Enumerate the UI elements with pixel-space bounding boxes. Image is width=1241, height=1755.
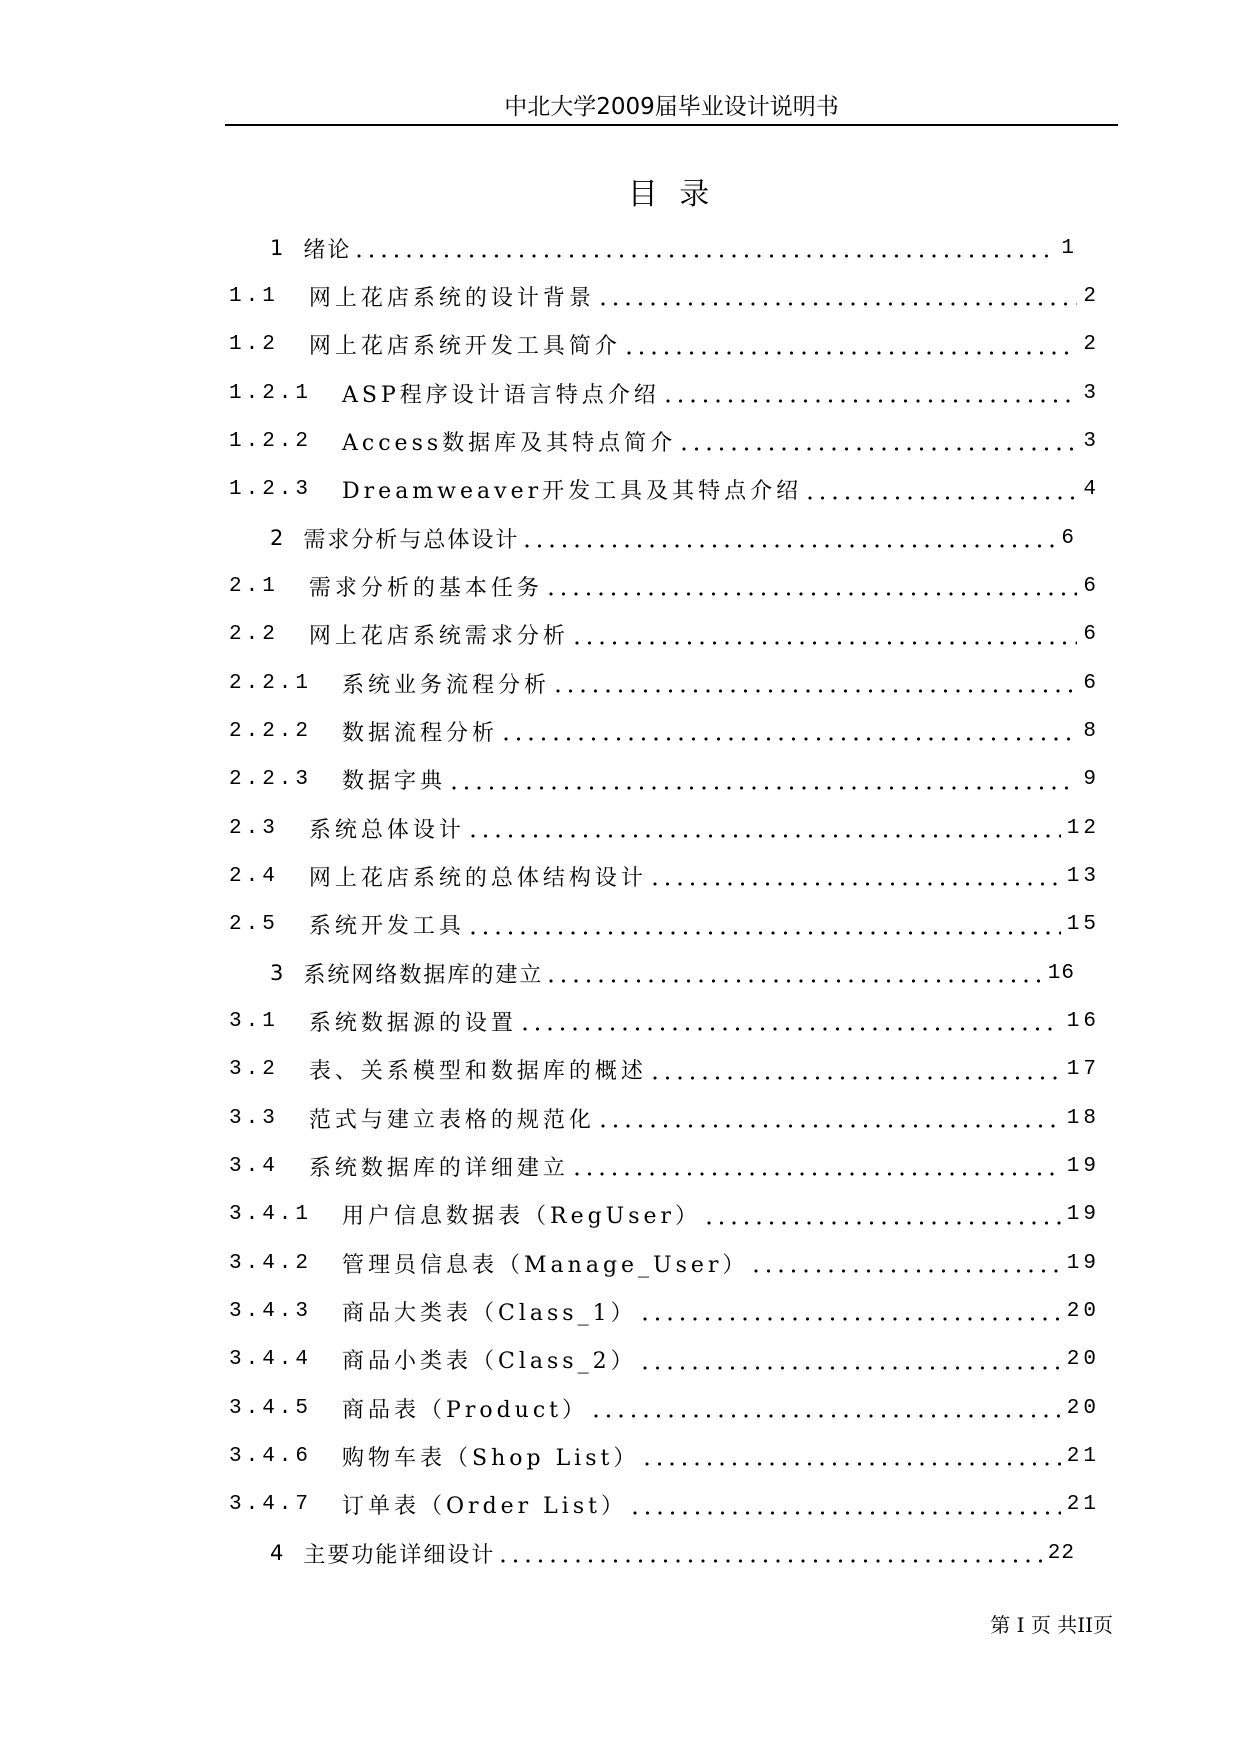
toc-leader-dots [666,399,1078,403]
toc-leader-dots [504,737,1077,741]
toc-entry-page: 22 [1047,1541,1075,1565]
toc-entry [229,756,1100,804]
toc-leader-dots [682,447,1077,451]
toc-entry-page: 16 [1047,961,1075,985]
toc-leader-dots [594,1414,1061,1418]
toc-entry-number: 2.3 [229,816,279,840]
toc-entry-number: 3.2 [229,1058,279,1082]
toc-entry [229,659,1100,707]
toc-entry-number: 2.5 [229,913,279,937]
toc-entry-page: 19 [1066,1251,1100,1275]
toc-entry-title: 系统数据库的详细建立 [308,1155,569,1181]
toc-entry [229,804,1100,852]
toc-entry-number: 1.1 [229,284,279,308]
toc-entry-title: 系统总体设计 [308,817,465,843]
toc-entry-title: Dreamweaver开发工具及其特点介绍 [342,479,803,505]
toc-entry-page: 19 [1066,1154,1100,1178]
toc-entry-number: 1 [270,236,284,261]
toc-entry-title: 表、关系模型和数据库的概述 [308,1059,647,1085]
toc-leader-dots [549,979,1041,983]
toc-leader-dots [633,1511,1061,1515]
toc-entry-page: 20 [1066,1348,1100,1372]
toc-leader-dots [653,882,1061,886]
toc-entry-number: 2.1 [229,574,279,598]
toc-entry-page: 9 [1083,768,1100,792]
toc-entry-number: 3.4.7 [229,1493,313,1517]
toc-entry [229,997,1100,1045]
toc-entry-number: 3.4.6 [229,1444,313,1468]
toc-entry-number: 3.4 [229,1154,279,1178]
toc-leader-dots [653,1076,1061,1080]
toc-entry [229,1287,1100,1335]
toc-leader-dots [808,496,1077,500]
toc-entry [229,1336,1100,1384]
toc-entry-number: 1.2.2 [229,429,313,453]
toc-entry-page: 8 [1083,719,1100,743]
toc-leader-dots [707,1221,1061,1225]
toc-leader-dots [575,641,1078,645]
toc-entry-page: 17 [1066,1058,1100,1082]
toc-entry-number: 2.2.3 [229,768,313,792]
toc-entry-title: 网上花店系统开发工具简介 [308,334,621,360]
toc-entry-title: 网上花店系统的总体结构设计 [308,865,647,891]
toc-entry-page: 3 [1083,381,1100,405]
toc-leader-dots [575,1172,1061,1176]
toc-entry [229,1481,1100,1529]
toc-entry-page: 4 [1083,478,1100,502]
footer-page-number: 第 I 页 共II页 [990,1613,1113,1637]
toc-entry [229,707,1100,755]
toc-leader-dots [523,1027,1061,1031]
toc-entry [229,417,1100,465]
toc-entry [229,562,1100,610]
toc-entry-page: 20 [1066,1299,1100,1323]
toc-leader-dots [645,1462,1060,1466]
toc-entry [229,1384,1100,1432]
toc-entry-number: 2.2 [229,623,279,647]
toc-entry-number: 2.2.2 [229,719,313,743]
toc-entry-page: 13 [1066,864,1100,888]
toc-entry [229,1191,1100,1239]
toc-entry-title: Access数据库及其特点简介 [342,430,677,456]
toc-entry-page: 20 [1066,1396,1100,1420]
toc-entry-title: 商品小类表（Class_2） [342,1349,637,1375]
toc-entry [229,1046,1100,1094]
toc-entry-page: 19 [1066,1203,1100,1227]
header-rule [225,124,1118,126]
toc-leader-dots [556,689,1077,693]
toc-entry-page: 2 [1083,284,1100,308]
toc-leader-dots [601,1124,1061,1128]
toc-entry [229,369,1100,417]
toc-leader-dots [357,254,1055,258]
toc-leader-dots [452,786,1077,790]
toc-entry-title: 系统数据源的设置 [308,1010,517,1036]
toc-entry [229,901,1100,949]
toc-entry [229,1432,1100,1480]
toc-entry [229,611,1100,659]
toc-entry-title: 购物车表（Shop List） [342,1445,640,1471]
toc-leader-dots [471,931,1061,935]
toc-entry-page: 21 [1066,1493,1100,1517]
toc-entry-title: 商品表（Product） [342,1397,588,1423]
toc-entry-title: 数据字典 [342,769,447,795]
toc-entry-page: 6 [1083,574,1100,598]
toc-leader-dots [471,834,1061,838]
toc-entry-number: 3.4.1 [229,1203,313,1227]
toc-leader-dots [601,302,1078,306]
toc-entry-title: 管理员信息表（Manage_User） [342,1252,749,1278]
toc-heading: 目 录 [627,177,716,212]
toc-entry-number: 4 [270,1541,284,1566]
toc-entry [229,949,1100,997]
toc-entry-number: 3.4.2 [229,1251,313,1275]
toc-entry-number: 1.2 [229,333,279,357]
toc-entry-number: 3.4.3 [229,1299,313,1323]
toc-leader-dots [627,351,1078,355]
toc-entry-title: 数据流程分析 [342,720,499,746]
toc-entry [229,1142,1100,1190]
toc-entry [229,466,1100,514]
toc-entry-title: 主要功能详细设计 [303,1542,496,1568]
toc-entry [229,1094,1100,1142]
toc-entry-number: 1.2.3 [229,478,313,502]
toc-entry-title: 网上花店系统的设计背景 [308,285,595,311]
toc-entry-number: 3 [270,961,284,986]
toc-list [229,224,1100,1577]
toc-entry-number: 2 [270,526,284,551]
toc-entry-page: 18 [1066,1106,1100,1130]
toc-entry-title: 商品大类表（Class_1） [342,1300,637,1326]
toc-entry-title: 系统开发工具 [308,914,465,940]
toc-entry [229,1529,1100,1577]
toc-entry-title: 需求分析与总体设计 [303,527,520,553]
toc-entry-number: 3.4.4 [229,1348,313,1372]
toc-entry-number: 2.2.1 [229,671,313,695]
toc-entry-title: 网上花店系统需求分析 [308,624,569,650]
toc-entry-page: 6 [1083,671,1100,695]
toc-entry-page: 21 [1066,1444,1100,1468]
toc-entry-title: 订单表（Order List） [342,1494,627,1520]
toc-entry-title: 绪论 [303,237,352,263]
toc-entry [229,852,1100,900]
toc-entry-page: 16 [1066,1009,1100,1033]
toc-leader-dots [549,592,1078,596]
toc-entry-number: 3.3 [229,1106,279,1130]
running-header-title: 中北大学2009届毕业设计说明书 [504,94,839,120]
toc-entry-number: 3.1 [229,1009,279,1033]
toc-entry-page: 2 [1083,333,1100,357]
toc-leader-dots [501,1559,1041,1563]
toc-leader-dots [754,1269,1060,1273]
toc-entry [229,321,1100,369]
toc-entry-page: 6 [1061,526,1075,550]
toc-entry-title: ASP程序设计语言特点介绍 [342,382,660,408]
toc-entry-page: 15 [1066,913,1100,937]
toc-entry-page: 1 [1061,236,1075,260]
toc-entry-title: 需求分析的基本任务 [308,575,543,601]
toc-entry [229,272,1100,320]
toc-entry-page: 6 [1083,623,1100,647]
toc-entry-number: 1.2.1 [229,381,313,405]
toc-leader-dots [643,1317,1061,1321]
toc-entry-title: 系统业务流程分析 [342,672,551,698]
toc-leader-dots [643,1366,1061,1370]
toc-entry-title: 用户信息数据表（RegUser） [342,1204,702,1230]
toc-entry [229,1239,1100,1287]
toc-leader-dots [525,544,1055,548]
toc-entry-number: 3.4.5 [229,1396,313,1420]
toc-entry-page: 3 [1083,429,1100,453]
toc-entry-title: 范式与建立表格的规范化 [308,1107,595,1133]
toc-entry-title: 系统网络数据库的建立 [303,962,544,988]
toc-entry-page: 12 [1066,816,1100,840]
toc-entry [229,224,1100,272]
toc-entry [229,514,1100,562]
toc-entry-number: 2.4 [229,864,279,888]
